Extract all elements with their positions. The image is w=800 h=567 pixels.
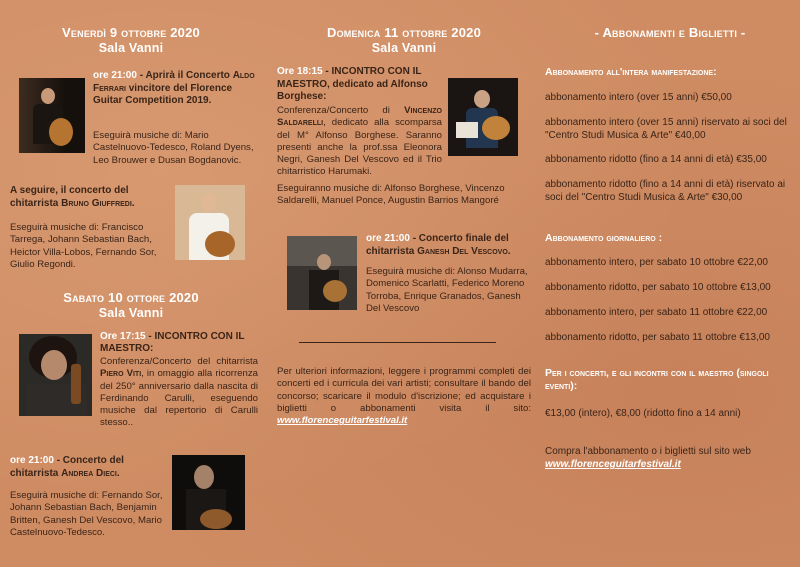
season-pass-full: abbonamento intero (over 15 anni) €50,00 [545,92,732,103]
sunday-ev2-description: Eseguirà musiche di: Alonso Mudarra, Domenico Scarlatti, Federico Moreno Torroba, Enrique Granados, Ganesh Del Vescovo [366,266,528,314]
daily-pass-full-11: abbonamento intero, per sabato 11 ottobre €22,00 [545,307,768,318]
ev4-description: Eseguirà musiche di: Fernando Sor, Johann Sebastian Bach, Benjamin Britten, Ganesh Del Vescovo, Mario Castelnuovo-Tedesco. [10,490,163,538]
daily-pass-reduced-10: abbonamento ridotto, per sabato 10 ottobre €13,00 [545,282,771,293]
daily-pass-full-10: abbonamento intero, per sabato 10 ottobre €22,00 [545,257,768,268]
season-pass-heading: Abbonamento all'intera manifestazione: [545,66,717,78]
andrea-dieci-photo [172,455,245,530]
sunday-ev1-heading: Ore 18:15 - INCONTRO CON IL MAESTRO, dedicato ad Alfonso Borghese: [277,66,428,102]
column-tickets [540,0,800,567]
divider [299,342,496,343]
sunday-ev1-repertoire: Eseguiranno musiche di: Alfonso Borghese, Vincenzo Saldarelli, Manuel Ponce, Augustin Barrios Mangoré [277,183,505,207]
sunday-title: Domenica 11 ottobre 2020 [326,25,482,40]
buy-online-text: Compra l'abbonamento o i biglietti sul sito web www.florenceguitarfestival.it [545,446,751,470]
tickets-title: - Abbonamenti e Biglietti - [594,25,746,40]
vincenzo-saldarelli-photo [448,78,518,156]
ev1-description: Eseguirà musiche di: Mario Castelnuovo-Tedesco, Roland Dyens, Leo Brouwer e Dusan Bogdanovic. [93,130,254,166]
piero-viti-photo [19,334,92,416]
bruno-giuffredi-photo [175,185,245,260]
single-events-price: €13,00 (intero), €8,00 (ridotto fino a 14 anni) [545,408,741,419]
saturday-venue: Sala Vanni [98,306,164,320]
info-text: Per ulteriori informazioni, leggere i programmi completi dei concerti ed i curricula dei vari artisti; consultare il bando del concorso; scaricare il modulo d'iscrizione; ed acquistare i biglietti o abbonamenti visita il sito: www.florenceguitarfestival.it [277,366,531,427]
ev1-heading: ore 21:00 - Aprirà il Concerto Aldo Ferrari vincitore del Florence Guitar Competition 2019. [93,70,255,107]
column-sunday [268,0,540,567]
ev3-heading: Ore 17:15 - INCONTRO CON IL MAESTRO: [100,331,245,355]
ev4-heading: ore 21:00 - Concerto del chitarrista Andrea Dieci. [10,455,124,479]
website-link[interactable]: www.florenceguitarfestival.it [277,415,408,427]
saturday-title: Sabato 10 ottore 2020 [63,290,199,305]
ganesh-del-vescovo-photo [287,236,357,310]
sunday-venue: Sala Vanni [371,41,437,55]
aldo-ferrari-photo [19,78,85,153]
friday-venue: Sala Vanni [98,41,164,55]
season-pass-reduced-members: abbonamento ridotto (fino a 14 anni di età) riservato ai soci del "Centro Studi Musica & Arte" €30,00 [545,179,786,203]
season-pass-reduced: abbonamento ridotto (fino a 14 anni di età) €35,00 [545,154,767,165]
ev2-description: Eseguirà musiche di: Francisco Tarrega, Johann Sebastian Bach, Heictor Villa-Lobos, Fernando Sor, Giulio Regondi. [10,222,157,270]
daily-pass-heading: Abbonamento giornaliero : [545,232,663,244]
website-link-2[interactable]: www.florenceguitarfestival.it [545,459,681,470]
single-events-heading: Per i concerti, e gli incontri con il maestro (singoli eventi): [545,367,769,392]
sunday-ev2-heading: ore 21:00 - Concerto finale del chitarrista Ganesh Del Vescovo. [366,233,511,257]
friday-title: Venerdì 9 ottobre 2020 [62,25,200,40]
season-pass-full-members: abbonamento intero (over 15 anni) riservato ai soci del "Centro Studi Musica & Arte" €40,00 [545,117,787,141]
ev2-heading: A seguire, il concerto del chitarrista Bruno Giuffredi. [10,185,135,209]
column-friday-saturday [0,0,262,567]
daily-pass-reduced-11: abbonamento ridotto, per sabato 11 ottobre €13,00 [545,332,770,343]
ev3-description: Conferenza/Concerto del chitarrista Piero Viti, in omaggio alla ricorrenza del 250° anniversario dalla nascita di Ferdinando Carulli, eseguendo musiche dal repertorio di Carulli stesso.. [100,356,258,429]
sunday-ev1-description: Conferenza/Concerto di Vincenzo Saldarelli, dedicato alla scomparsa del M° Alfonso Borghese. Saranno presenti anche la prof.ssa Eleonora Negri, Ganesh Del Vescovo ed il Trio chitarristico Harumaki. [277,105,442,178]
